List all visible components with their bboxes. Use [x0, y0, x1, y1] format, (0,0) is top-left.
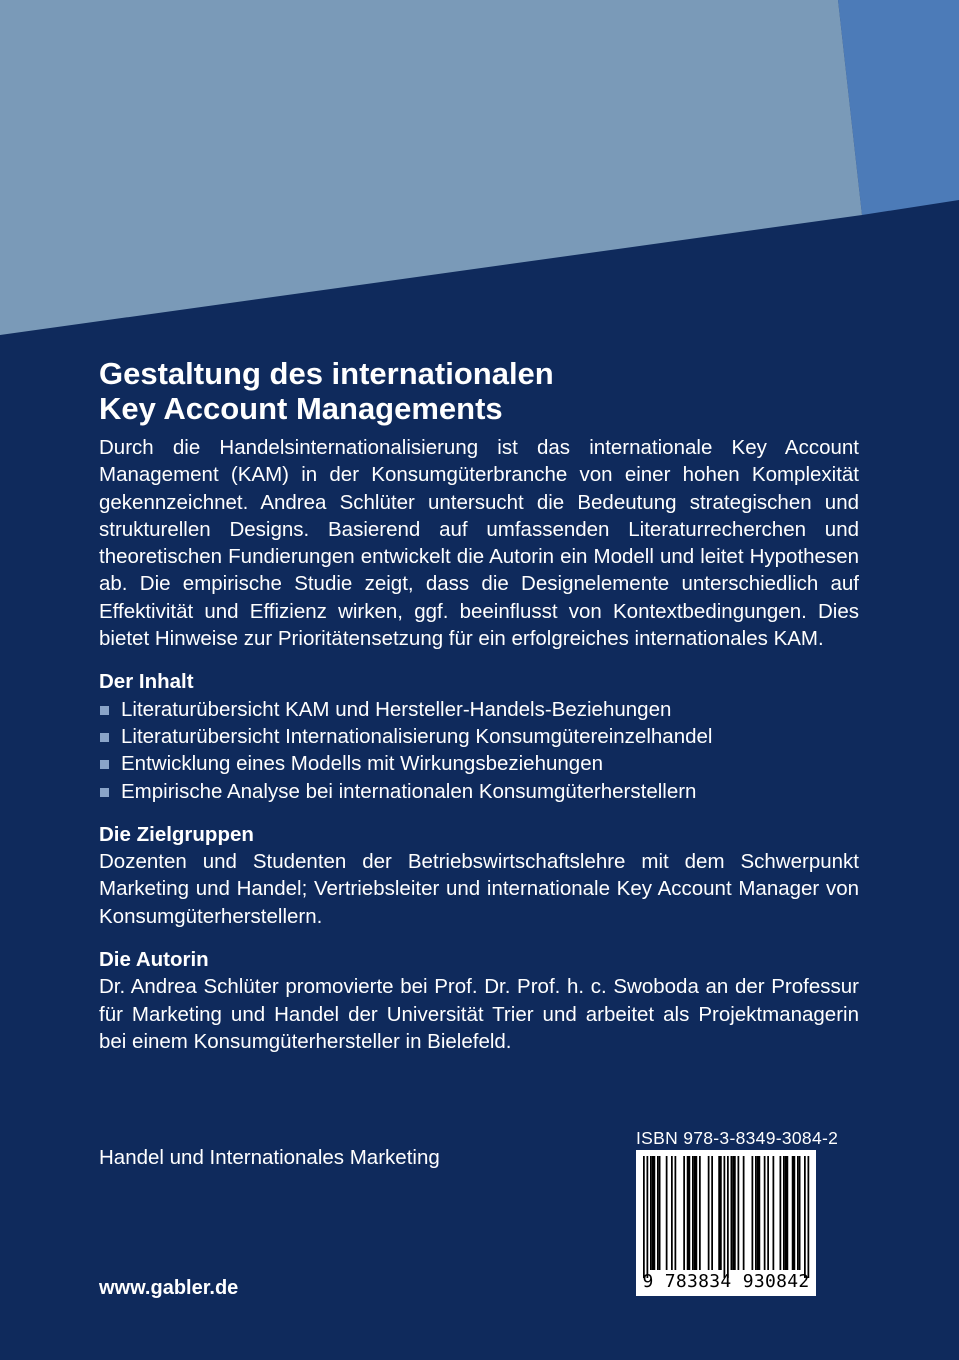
autorin-text: Dr. Andrea Schlüter promovierte bei Prof. Dr. Prof. h. c. Swoboda an der Professur für Marketing und Handel der Universität Trier und arbeitet als Projektmanagerin bei einem Konsumgüterhersteller in Bielefeld.	[99, 975, 859, 1053]
barcode-bar	[780, 1156, 782, 1270]
barcode-bar	[804, 1156, 806, 1278]
barcode-bar	[657, 1156, 659, 1270]
barcode-bar	[727, 1156, 729, 1278]
zielgruppen-text: Dozenten und Studenten der Betriebswirtschaftslehre mit dem Schwerpunkt Marketing und Handel; Vertriebsleiter und internationale Key Account Manager von Konsumgüterherstellern.	[99, 850, 859, 928]
barcode-bar	[773, 1156, 775, 1270]
list-item-text: Literaturübersicht KAM und Hersteller-Handels-Beziehungen	[121, 697, 672, 721]
barcode-bar	[671, 1156, 673, 1270]
barcode-bar	[734, 1156, 736, 1270]
isbn-label: ISBN 978-3-8349-3084-2	[636, 1128, 839, 1148]
barcode-bar	[720, 1156, 722, 1270]
barcode-bar	[731, 1156, 733, 1270]
square-bullet-icon	[100, 706, 109, 715]
barcode-bar	[696, 1156, 698, 1270]
barcode-bar	[711, 1156, 713, 1270]
barcode-bar	[724, 1156, 726, 1278]
barcode-bar	[738, 1156, 740, 1270]
description-text: Durch die Handelsinternationalisierung ist das internationale Key Account Management (KAM) in der Konsumgüterbranche von einer hohen Komplexität gekennzeichnet. Andrea Schlüter untersucht die Bedeutung strategischen und strukturellen Designs. Basierend auf umfassenden Literaturrecherchen und theoretischen Fundierungen entwickelt die Autorin ein Modell und leitet Hypothesen ab. Die empirische Studie zeigt, dass die Designelemente unterschiedlich auf Effektivität und Effizienz wirken, ggf. beeinflusst von Kontextbedingungen. Dies bietet Hinweise zur Prioritätensetzung für ein erfolgreiches internationales KAM.	[99, 436, 859, 651]
barcode-bar	[699, 1156, 701, 1270]
list-item-text: Empirische Analyse bei internationalen Konsumgüterherstellern	[121, 779, 697, 803]
barcode	[636, 1150, 816, 1296]
barcode-bar	[759, 1156, 761, 1270]
barcode-bar	[743, 1156, 745, 1270]
barcode-bar	[692, 1156, 694, 1270]
barcode-bar	[732, 1156, 734, 1270]
inhalt-heading: Der Inhalt	[99, 670, 194, 694]
barcode-bar	[757, 1156, 759, 1270]
barcode-bar	[764, 1156, 766, 1270]
barcode-bar	[752, 1156, 754, 1270]
barcode-bar	[755, 1156, 757, 1270]
title-line-2: Key Account Managements	[99, 391, 503, 426]
section-inhalt	[99, 668, 859, 804]
barcode-bar	[787, 1156, 789, 1270]
website-url: www.gabler.de	[99, 1277, 239, 1299]
square-bullet-icon	[100, 733, 109, 742]
barcode-bar	[666, 1156, 668, 1270]
barcode-bar	[785, 1156, 787, 1270]
barcode-bar	[654, 1156, 656, 1270]
title-line-1: Gestaltung des internationalen	[99, 356, 554, 391]
inhalt-list	[99, 696, 859, 805]
barcode-bar	[683, 1156, 685, 1270]
barcode-bar	[797, 1156, 799, 1270]
barcode-bar	[650, 1156, 652, 1270]
barcode-bar	[643, 1156, 645, 1278]
barcode-bar	[687, 1156, 689, 1270]
zielgruppen-heading: Die Zielgruppen	[99, 822, 254, 846]
list-item	[99, 696, 859, 723]
square-bullet-icon	[100, 788, 109, 797]
barcode-digits: 9 783834 930842	[642, 1271, 810, 1292]
section-autorin	[99, 946, 859, 1055]
barcode-bar	[794, 1156, 796, 1270]
barcode-bar	[652, 1156, 654, 1270]
barcode-bar	[675, 1156, 677, 1270]
barcode-bar	[694, 1156, 696, 1270]
section-zielgruppen	[99, 821, 859, 930]
autorin-heading: Die Autorin	[99, 948, 209, 972]
barcode-bar	[708, 1156, 710, 1270]
barcode-bar	[808, 1156, 810, 1278]
main-content	[99, 356, 859, 1055]
list-item	[99, 723, 859, 750]
series-name: Handel und Internationales Marketing	[99, 1146, 440, 1169]
list-item-text: Literaturübersicht Internationalisierung Konsumgütereinzelhandel	[121, 724, 713, 748]
barcode-bar	[659, 1156, 661, 1270]
barcode-bar	[647, 1156, 649, 1278]
barcode-bar	[792, 1156, 794, 1270]
list-item	[99, 750, 859, 777]
barcode-bar	[799, 1156, 801, 1270]
barcode-bar	[767, 1156, 769, 1270]
list-item-text: Entwicklung eines Modells mit Wirkungsbeziehungen	[121, 752, 603, 776]
list-item	[99, 778, 859, 805]
book-title	[99, 356, 859, 426]
square-bullet-icon	[100, 760, 109, 769]
barcode-bar	[718, 1156, 720, 1270]
barcode-bar	[783, 1156, 785, 1270]
barcode-bar	[689, 1156, 691, 1270]
